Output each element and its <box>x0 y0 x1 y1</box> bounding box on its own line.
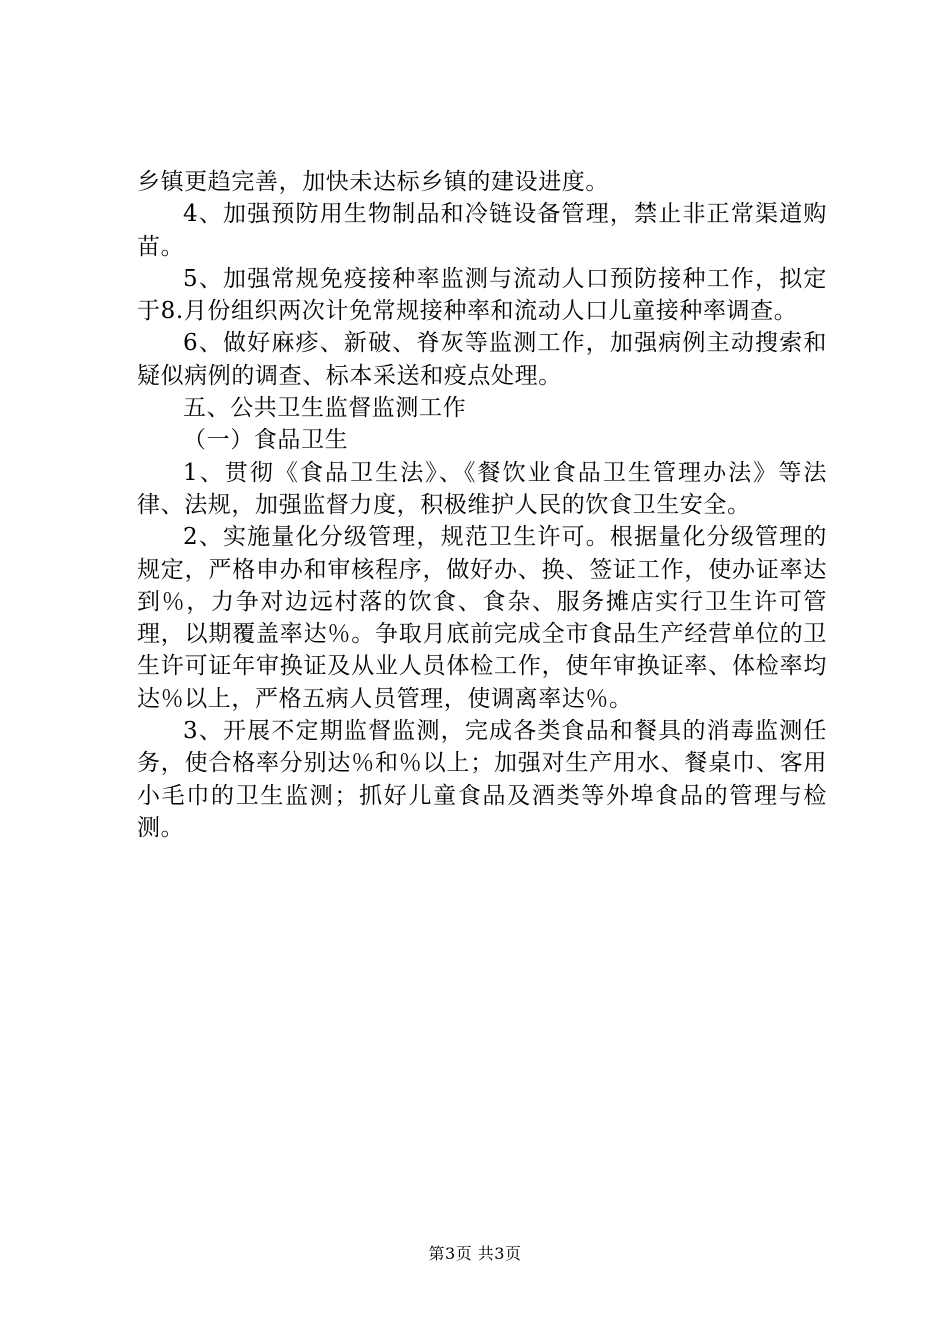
section-heading: 五、公共卫生监督监测工作 <box>183 395 467 422</box>
paragraph-7: 3、开展不定期监督监测，完成各类食品和餐具的消毒监测任务，使合格率分别达％和％以上；加强对生产用水、餐桌巾、客用小毛巾的卫生监测；抓好儿童食品及酒类等外埠食品的管理与检测。 <box>137 718 827 841</box>
paragraph-6: 2、实施量化分级管理，规范卫生许可。根据量化分级管理的规定，严格申办和审核程序，做好办、换、签证工作，使办证率达到％，力争对边远村落的饮食、食杂、服务摊店实行卫生许可管理，以期覆盖率达％。争取月底前完成全市食品生产经营单位的卫生许可证年审换证及从业人员体检工作，使年审换证率、体检率均达％以上，严格五病人员管理，使调离率达％。 <box>137 524 827 712</box>
subsection-heading: （一）食品卫生 <box>183 427 349 454</box>
paragraph-3: 5、加强常规免疫接种率监测与流动人口预防接种工作，拟定于8.月份组织两次计免常规接种率和流动人口儿童接种率调查。 <box>137 265 827 325</box>
page-footer: 第3页 共3页 <box>428 1244 522 1263</box>
paragraph-4: 6、做好麻疹、新破、脊灰等监测工作，加强病例主动搜索和疑似病例的调查、标本采送和疫点处理。 <box>137 330 827 389</box>
paragraph-2: 4、加强预防用生物制品和冷链设备管理，禁止非正常渠道购苗。 <box>137 201 827 260</box>
paragraph-1: 乡镇更趋完善，加快未达标乡镇的建设进度。 <box>137 169 609 195</box>
paragraph-5: 1、贯彻《食品卫生法》、《餐饮业食品卫生管理办法》等法律、法规，加强监督力度，积极维护人民的饮食卫生安全。 <box>137 459 827 518</box>
document-body <box>137 166 827 844</box>
